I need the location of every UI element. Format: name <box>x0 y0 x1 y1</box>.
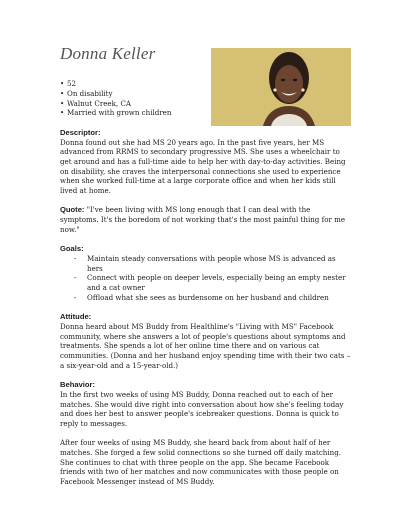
behavior-heading: Behavior: <box>60 380 96 390</box>
attitude-text: Donna heard about MS Buddy from Healthline's "Living with MS" Facebook community, where she answers a lot of people's questions about symptoms and treatments. She spends a lot of her online time there and on various cat communities. (Donna and her husband enjoy spending time with their two cats – a six-year-old and a 15-year-old.) <box>60 321 351 370</box>
bullet-icon: • <box>60 98 65 108</box>
dash-icon: - <box>74 253 77 263</box>
persona-facts <box>60 79 351 118</box>
behavior-paragraph: After four weeks of using MS Buddy, she heard back from about half of her matches. She forged a few solid connections so she turned off daily matching. She continues to chat with three people on the app. She became Facebook friends with two of her matches and now communicates with those people on Facebook Messenger instead of MS Buddy. <box>60 438 342 487</box>
fact-item: • 52 <box>60 79 77 88</box>
goal-item: - Maintain steady conversations with people whose MS is advanced as hers <box>74 253 336 273</box>
attitude-heading: Attitude: <box>60 312 92 322</box>
quote-label: Quote: <box>60 205 85 215</box>
descriptor-heading: Descriptor: <box>60 127 101 137</box>
behavior-paragraph: In the first two weeks of using MS Buddy, Donna reached out to each of her matches. She would dive right into conversation about how she's feeling today and does her best to answer people's icebreaker questions. Donna is quick to reply to messages. <box>60 389 344 428</box>
goals-heading: Goals: <box>60 244 84 254</box>
bullet-icon: • <box>60 88 65 98</box>
attitude-section <box>60 312 351 370</box>
fact-item: • Walnut Creek, CA <box>60 98 131 108</box>
goal-item: - Offload what she sees as burdensome on her husband and children <box>74 292 329 302</box>
descriptor-section <box>60 128 351 196</box>
goals-list <box>60 254 351 303</box>
quote-text: "I've been living with MS long enough that I can deal with the symptoms. It's the boredom of not working that's the most painful thing for me now." <box>60 205 346 234</box>
persona-name: Donna Keller <box>60 44 156 63</box>
descriptor-text: Donna found out she had MS 20 years ago. In the past five years, her MS advanced from RRMS to secondary progressive MS. She uses a wheelchair to get around and has a full-time aide to help her with day-to-day activities. Being on disability, she craves the interpersonal connections she used to experience when she worked full-time at a large corporate office and when her kids still lived at home. <box>60 137 346 196</box>
fact-item: • On disability <box>60 88 113 98</box>
goals-section <box>60 244 351 302</box>
fact-item: • Married with grown children <box>60 108 172 118</box>
bullet-icon: • <box>60 79 65 88</box>
goal-item: - Connect with people on deeper levels, especially being an empty nester and a cat owner <box>74 273 346 293</box>
dash-icon: - <box>74 292 77 302</box>
bullet-icon: • <box>60 108 65 118</box>
dash-icon: - <box>74 273 77 283</box>
quote-section <box>60 205 351 234</box>
behavior-section <box>60 380 351 487</box>
